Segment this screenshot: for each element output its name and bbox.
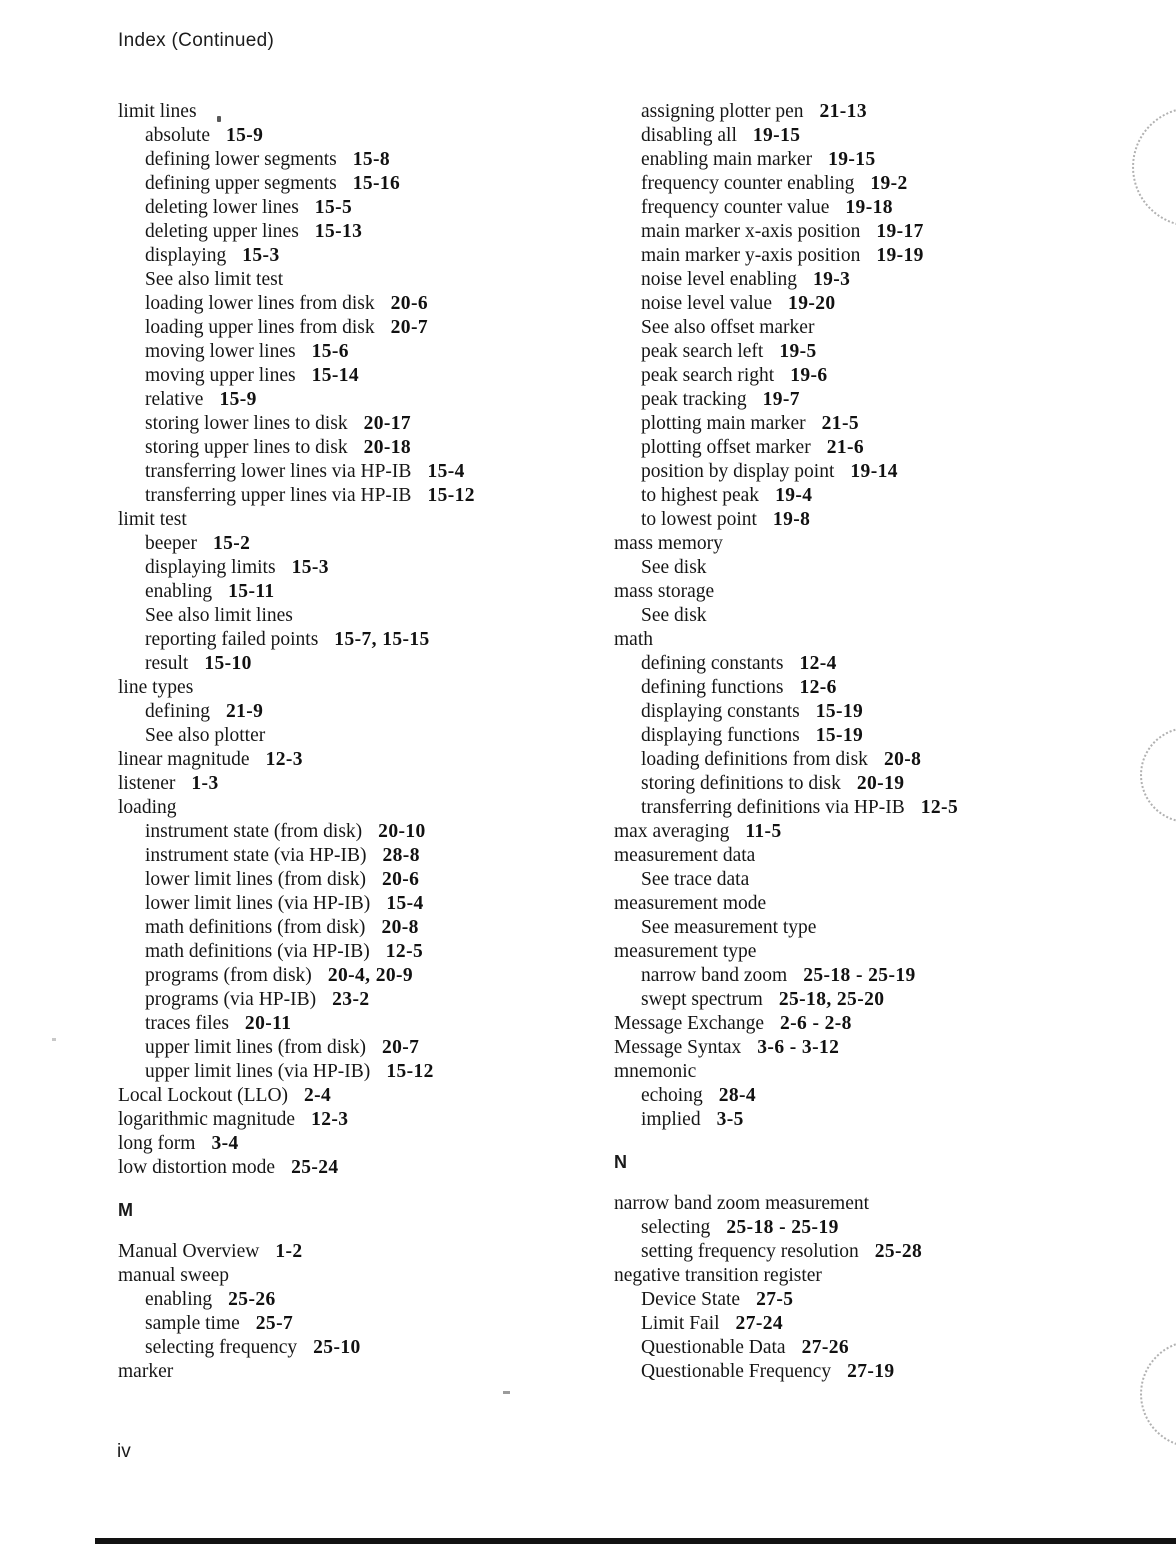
index-entry-text: noise level value [641, 293, 773, 314]
index-entry [614, 1216, 1114, 1240]
index-entry-text: upper limit lines (from disk) [145, 1037, 366, 1058]
index-entry [118, 748, 618, 772]
index-entry-text: assigning plotter pen [641, 101, 804, 122]
index-entry [118, 652, 618, 676]
index-entry-text: storing definitions to disk [641, 773, 841, 794]
index-entry-text: Message Exchange [614, 1013, 764, 1034]
index-entry-page: 27-19 [847, 1361, 895, 1382]
index-entry-page: 25-18 - 25-19 [803, 965, 916, 986]
index-entry-page: 3-4 [211, 1133, 239, 1154]
index-entry [118, 580, 618, 604]
index-entry-page: 21-6 [826, 437, 865, 458]
index-entry [614, 1288, 1114, 1312]
index-entry [118, 172, 618, 196]
index-entry-page: 15-13 [314, 221, 363, 242]
index-entry [614, 340, 1114, 364]
index-entry [118, 1264, 618, 1288]
index-entry-page: 19-19 [876, 245, 924, 266]
binder-hole-artifact-bottom [1140, 1340, 1176, 1448]
index-entry-page: 15-3 [291, 557, 329, 578]
index-entry-text: position by display point [641, 461, 835, 482]
index-entry-text: Manual Overview [118, 1241, 260, 1262]
index-entry [614, 940, 1114, 964]
index-entry-page: 3-6 - 3-12 [757, 1037, 840, 1058]
index-entry [118, 388, 618, 412]
index-entry-text: peak search right [641, 365, 775, 386]
index-entry [614, 652, 1114, 676]
index-entry-text: low distortion mode [118, 1157, 276, 1178]
index-entry-page: 15-4 [427, 461, 465, 482]
index-entry [118, 412, 618, 436]
index-entry-text: enabling main marker [641, 149, 813, 170]
index-entry-page: 15-9 [225, 125, 264, 146]
index-entry-text: beeper [145, 533, 197, 554]
index-entry-page: 19-15 [752, 125, 801, 146]
index-entry-page: 2-4 [304, 1085, 332, 1106]
index-entry-text: See disk [641, 557, 707, 578]
index-entry [118, 364, 618, 388]
index-entry-page: 20-11 [244, 1013, 292, 1034]
index-entry-page: 12-5 [385, 941, 424, 962]
index-entry-page: 15-5 [314, 197, 353, 218]
index-entry-page: 19-17 [876, 221, 924, 242]
index-entry-page: 19-18 [845, 197, 893, 218]
index-entry [614, 124, 1114, 148]
scan-speck-left-margin [52, 1038, 56, 1041]
index-entry [118, 1108, 618, 1132]
index-entry-text: narrow band zoom [641, 965, 788, 986]
index-entry-text: traces files [145, 1013, 229, 1034]
index-entry-page: 12-3 [311, 1109, 349, 1130]
index-entry-page: 15-12 [386, 1061, 434, 1082]
index-entry [118, 892, 618, 916]
index-entry-text: noise level enabling [641, 269, 797, 290]
index-entry [614, 676, 1114, 700]
index-entry-text: measurement data [614, 845, 756, 866]
index-entry-page: 25-28 [874, 1241, 923, 1262]
index-entry-text: main marker y-axis position [641, 245, 861, 266]
index-entry [118, 196, 618, 220]
index-entry [614, 580, 1114, 604]
index-entry-page: 15-14 [311, 365, 360, 386]
index-entry [614, 1264, 1114, 1288]
index-entry [614, 196, 1114, 220]
index-entry [614, 1084, 1114, 1108]
index-entry [614, 1336, 1114, 1360]
index-entry-page: 20-8 [883, 749, 922, 770]
index-entry-page: 1-2 [275, 1241, 303, 1262]
index-entry-text: deleting lower lines [145, 197, 299, 218]
index-entry [118, 148, 618, 172]
index-entry [614, 772, 1114, 796]
index-entry [614, 364, 1114, 388]
index-entry-text: programs (via HP-IB) [145, 989, 317, 1010]
index-entry [614, 916, 1114, 940]
index-entry-text: negative transition register [614, 1265, 822, 1286]
index-entry-page: 20-4, 20-9 [327, 965, 414, 986]
index-entry-text: See also offset marker [641, 317, 815, 338]
index-entry-page: 23-2 [332, 989, 370, 1010]
index-entry [614, 148, 1114, 172]
index-entry [118, 1288, 618, 1312]
index-entry-text: deleting upper lines [145, 221, 299, 242]
index-entry-text: reporting failed points [145, 629, 319, 650]
index-entry [118, 1060, 618, 1084]
index-entry-text: main marker x-axis position [641, 221, 861, 242]
index-entry [118, 292, 618, 316]
index-entry-text: relative [145, 389, 204, 410]
index-entry [614, 1108, 1114, 1132]
index-entry-text: defining [145, 701, 210, 722]
index-entry-text: measurement mode [614, 893, 767, 914]
index-entry-text: Local Lockout (LLO) [118, 1085, 289, 1106]
index-entry [614, 484, 1114, 508]
index-entry-page: 15-10 [204, 653, 252, 674]
index-entry-text: line types [118, 677, 194, 698]
index-entry-page: 25-7 [255, 1313, 294, 1334]
index-entry [614, 436, 1114, 460]
index-entry [614, 316, 1114, 340]
index-entry [118, 676, 618, 700]
index-entry-text: loading [118, 797, 177, 818]
index-entry [614, 460, 1114, 484]
index-entry-text: moving lower lines [145, 341, 296, 362]
index-entry-text: swept spectrum [641, 989, 763, 1010]
index-entry-page: 25-26 [228, 1289, 276, 1310]
index-entry-text: See also plotter [145, 725, 266, 746]
index-entry-page: 15-3 [242, 245, 280, 266]
index-entry-text: See also limit test [145, 269, 284, 290]
page-number: iv [117, 1441, 131, 1462]
index-entry-page: 20-10 [378, 821, 426, 842]
index-entry [614, 820, 1114, 844]
index-entry [118, 916, 618, 940]
index-entry-text: long form [118, 1133, 196, 1154]
index-entry [118, 940, 618, 964]
index-entry-text: selecting frequency [145, 1337, 298, 1358]
index-entry-text: loading upper lines from disk [145, 317, 375, 338]
index-entry-text: storing upper lines to disk [145, 437, 348, 458]
index-entry-text: defining upper segments [145, 173, 337, 194]
index-entry-text: selecting [641, 1217, 711, 1238]
index-entry-text: to lowest point [641, 509, 757, 530]
index-entry [614, 388, 1114, 412]
index-entry [118, 1240, 618, 1264]
index-entry-page: 25-18, 25-20 [778, 989, 885, 1010]
index-entry-text: frequency counter enabling [641, 173, 855, 194]
index-entry [118, 556, 618, 580]
index-entry-text: echoing [641, 1085, 703, 1106]
index-entry [118, 532, 618, 556]
page-header: Index (Continued) [118, 30, 275, 51]
index-entry [614, 172, 1114, 196]
index-entry [614, 1192, 1114, 1216]
index-entry [118, 1132, 618, 1156]
index-entry [614, 292, 1114, 316]
index-column-right [614, 100, 1114, 1384]
index-entry-text: moving upper lines [145, 365, 296, 386]
index-entry-text: marker [118, 1361, 174, 1382]
index-entry-text: listener [118, 773, 176, 794]
index-entry [118, 844, 618, 868]
index-entry [614, 748, 1114, 772]
index-entry [118, 484, 618, 508]
index-entry-text: Message Syntax [614, 1037, 742, 1058]
index-entry [614, 604, 1114, 628]
index-entry-text: enabling [145, 581, 213, 602]
index-entry-text: manual sweep [118, 1265, 230, 1286]
index-entry-page: 15-19 [815, 701, 864, 722]
index-entry-page: 15-11 [228, 581, 275, 602]
index-entry-text: disabling all [641, 125, 737, 146]
index-entry-text: math definitions (from disk) [145, 917, 366, 938]
index-entry-page: 21-9 [225, 701, 264, 722]
index-entry-page: 15-6 [311, 341, 349, 362]
index-entry [614, 1360, 1114, 1384]
index-entry [118, 1360, 618, 1384]
index-entry-text: math definitions (via HP-IB) [145, 941, 370, 962]
index-entry-page: 11-5 [745, 821, 782, 842]
index-entry [118, 700, 618, 724]
index-entry [614, 100, 1114, 124]
index-entry [118, 628, 618, 652]
index-entry-page: 19-8 [772, 509, 811, 530]
index-entry-text: mnemonic [614, 1061, 697, 1082]
index-entry-page: 15-4 [386, 893, 424, 914]
index-entry-text: sample time [145, 1313, 240, 1334]
index-entry-page: 19-5 [779, 341, 817, 362]
index-entry [118, 796, 618, 820]
index-entry [614, 268, 1114, 292]
index-entry-text: displaying functions [641, 725, 800, 746]
index-entry [118, 964, 618, 988]
index-entry-text: narrow band zoom measurement [614, 1193, 870, 1214]
index-entry-page: 25-10 [313, 1337, 361, 1358]
index-entry-text: max averaging [614, 821, 730, 842]
index-entry [118, 988, 618, 1012]
index-entry-page: 20-19 [856, 773, 905, 794]
index-entry [614, 1312, 1114, 1336]
index-entry-text: plotting main marker [641, 413, 806, 434]
index-entry [614, 724, 1114, 748]
index-entry-page: 27-24 [735, 1313, 784, 1334]
index-entry [614, 508, 1114, 532]
index-entry-text: instrument state (from disk) [145, 821, 363, 842]
index-entry-text: See trace data [641, 869, 750, 890]
index-entry-text: limit lines [118, 101, 197, 122]
index-entry [118, 100, 618, 124]
index-entry [118, 724, 618, 748]
index-entry-text: lower limit lines (via HP-IB) [145, 893, 371, 914]
index-entry-text: peak tracking [641, 389, 747, 410]
index-entry [614, 220, 1114, 244]
index-entry-text: enabling [145, 1289, 213, 1310]
index-entry-page: 12-6 [799, 677, 837, 698]
index-entry-text: Device State [641, 1289, 741, 1310]
index-entry-page: 20-7 [390, 317, 428, 338]
index-entry-text: Limit Fail [641, 1313, 720, 1334]
index-entry-page: 20-6 [381, 869, 420, 890]
index-entry-text: Questionable Frequency [641, 1361, 832, 1382]
index-entry-page: 19-6 [790, 365, 828, 386]
index-entry-text: defining functions [641, 677, 784, 698]
binder-hole-artifact-middle [1140, 727, 1176, 823]
index-entry-text: See disk [641, 605, 707, 626]
index-entry [614, 412, 1114, 436]
index-entry [118, 460, 618, 484]
index-entry-text: transferring lower lines via HP-IB [145, 461, 412, 482]
index-entry [614, 1012, 1114, 1036]
index-entry-page: 27-5 [756, 1289, 794, 1310]
index-entry-page: 28-8 [382, 845, 420, 866]
index-entry [614, 556, 1114, 580]
index-entry-text: transferring definitions via HP-IB [641, 797, 905, 818]
index-entry-page: 3-5 [716, 1109, 744, 1130]
index-entry [614, 964, 1114, 988]
index-entry-text: mass storage [614, 581, 715, 602]
index-entry-text: lower limit lines (from disk) [145, 869, 366, 890]
index-entry-text: defining constants [641, 653, 784, 674]
index-entry [118, 244, 618, 268]
index-entry-page: 12-4 [799, 653, 837, 674]
index-entry [614, 244, 1114, 268]
index-entry-page: 25-18 - 25-19 [726, 1217, 839, 1238]
index-entry-page: 19-3 [812, 269, 851, 290]
index-entry-text: limit test [118, 509, 187, 530]
index-entry-text: displaying limits [145, 557, 276, 578]
index-entry-page: 25-24 [291, 1157, 339, 1178]
index-entry-text: storing lower lines to disk [145, 413, 348, 434]
index-entry-text: mass memory [614, 533, 723, 554]
index-entry-page: 1-3 [191, 773, 219, 794]
index-entry-page: 27-26 [801, 1337, 850, 1358]
index-entry-page: 12-5 [920, 797, 959, 818]
index-entry-page: 19-4 [775, 485, 813, 506]
scan-speck-dot [217, 116, 221, 122]
index-entry [614, 1240, 1114, 1264]
index-entry-page: 28-4 [718, 1085, 757, 1106]
index-entry-page: 20-8 [381, 917, 419, 938]
binder-hole-artifact-top [1132, 107, 1176, 227]
index-entry-page: 15-2 [212, 533, 251, 554]
index-entry-text: displaying constants [641, 701, 800, 722]
index-entry [614, 988, 1114, 1012]
index-entry-page: 2-6 - 2-8 [779, 1013, 852, 1034]
index-entry [614, 796, 1114, 820]
index-entry [614, 700, 1114, 724]
index-entry [118, 1336, 618, 1360]
index-entry-page: 15-19 [815, 725, 864, 746]
index-entry [614, 628, 1114, 652]
index-entry-page: 15-9 [219, 389, 257, 410]
index-entry [614, 892, 1114, 916]
index-entry-text: upper limit lines (via HP-IB) [145, 1061, 371, 1082]
index-entry [118, 268, 618, 292]
index-entry-text: setting frequency resolution [641, 1241, 859, 1262]
index-entry-text: linear magnitude [118, 749, 250, 770]
index-entry-text: loading definitions from disk [641, 749, 868, 770]
index-entry-text: measurement type [614, 941, 757, 962]
index-entry-page: 20-18 [363, 437, 412, 458]
index-entry-text: instrument state (via HP-IB) [145, 845, 367, 866]
index-entry [614, 1036, 1114, 1060]
index-entry-text: math [614, 629, 653, 650]
index-entry-page: 20-7 [381, 1037, 420, 1058]
index-entry [614, 868, 1114, 892]
index-entry [118, 820, 618, 844]
index-entry-page: 15-7, 15-15 [334, 629, 430, 650]
index-entry [118, 1156, 618, 1180]
index-entry-text: implied [641, 1109, 701, 1130]
index-entry-text: absolute [145, 125, 210, 146]
index-entry [118, 1012, 618, 1036]
section-letter: M [118, 1200, 133, 1220]
index-entry-text: See also limit lines [145, 605, 293, 626]
index-entry [118, 124, 618, 148]
index-entry-page: 15-16 [352, 173, 401, 194]
index-entry-page: 21-13 [819, 101, 867, 122]
section-letter: N [614, 1152, 627, 1172]
scan-speck-dash [503, 1391, 510, 1394]
index-entry-page: 19-14 [850, 461, 898, 482]
index-entry-page: 19-7 [762, 389, 800, 410]
index-entry-page: 20-6 [390, 293, 428, 314]
index-entry [614, 1060, 1114, 1084]
index-entry-text: result [145, 653, 189, 674]
index-entry-text: See measurement type [641, 917, 817, 938]
index-entry-text: defining lower segments [145, 149, 337, 170]
index-entry-text: transferring upper lines via HP-IB [145, 485, 412, 506]
index-entry [614, 844, 1114, 868]
index-entry-text: displaying [145, 245, 227, 266]
index-entry-text: peak search left [641, 341, 764, 362]
index-entry-page: 20-17 [363, 413, 412, 434]
bottom-scan-bar-artifact [95, 1538, 1176, 1544]
index-entry-text: frequency counter value [641, 197, 830, 218]
index-entry [118, 1312, 618, 1336]
index-entry [118, 604, 618, 628]
index-entry [118, 340, 618, 364]
index-entry-text: loading lower lines from disk [145, 293, 375, 314]
index-entry-text: to highest peak [641, 485, 760, 506]
index-entry [118, 1084, 618, 1108]
index-entry [118, 868, 618, 892]
index-entry-text: Questionable Data [641, 1337, 786, 1358]
index-entry-page: 19-20 [788, 293, 836, 314]
index-entry-page: 21-5 [821, 413, 859, 434]
index-entry-page: 12-3 [265, 749, 303, 770]
index-entry [118, 772, 618, 796]
index-entry-page: 19-15 [828, 149, 876, 170]
index-entry [118, 316, 618, 340]
index-entry [118, 436, 618, 460]
index-entry-page: 19-2 [870, 173, 908, 194]
index-entry-page: 15-12 [427, 485, 475, 506]
index-entry [118, 1036, 618, 1060]
index-entry-text: logarithmic magnitude [118, 1109, 296, 1130]
index-entry-text: plotting offset marker [641, 437, 811, 458]
index-entry-text: programs (from disk) [145, 965, 312, 986]
index-entry [118, 508, 618, 532]
index-entry-page: 15-8 [352, 149, 391, 170]
index-entry [118, 220, 618, 244]
index-column-left [118, 100, 618, 1384]
index-entry [614, 532, 1114, 556]
